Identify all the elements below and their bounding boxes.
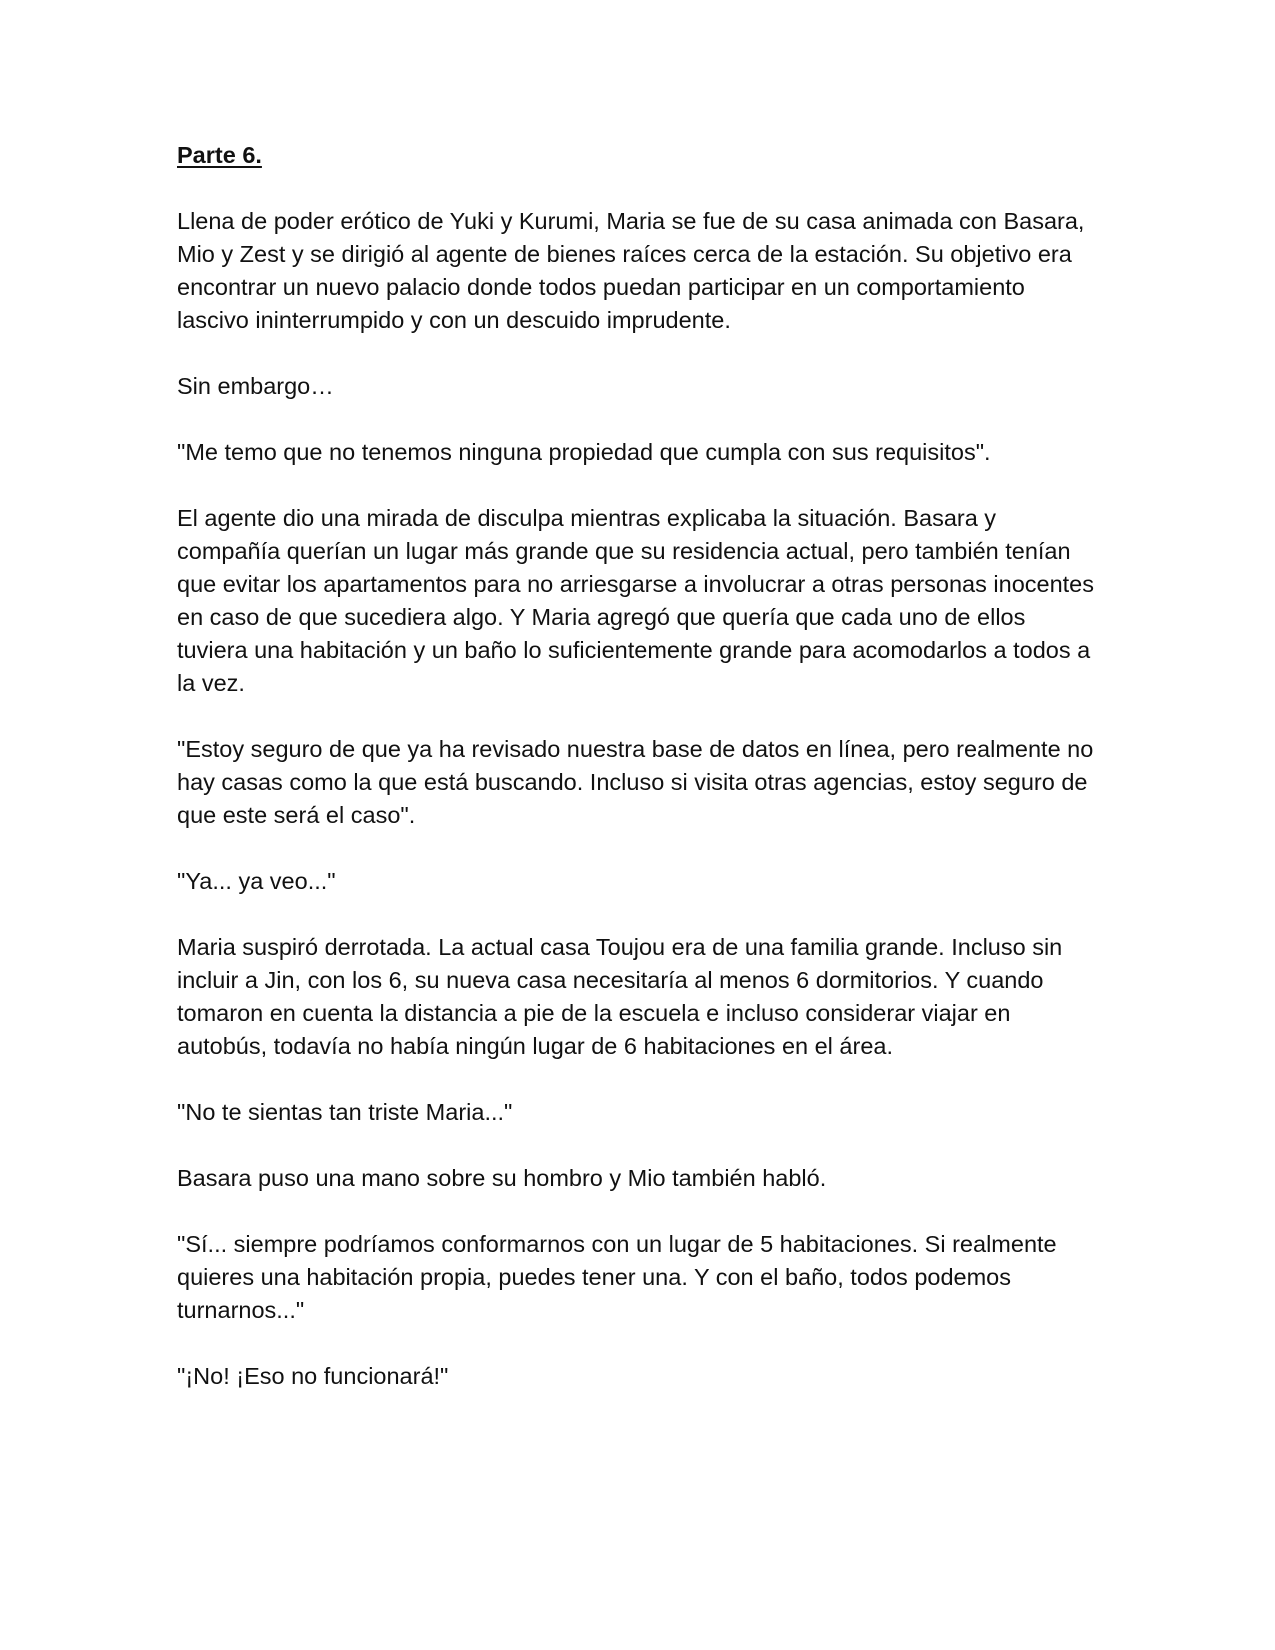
paragraph-8: "No te sientas tan triste Maria..." [177, 1099, 513, 1125]
paragraph-9: Basara puso una mano sobre su hombro y Mio también habló. [177, 1165, 827, 1191]
paragraph-7: Maria suspiró derrotada. La actual casa Toujou era de una familia grande. Incluso sin incluir a Jin, con los 6, su nueva casa necesitaría al menos 6 dormitorios. Y cuando tomaron en cuenta la distancia a pie de la escuela e incluso considerar viajar en autobús, todavía no había ningún lugar de 6 habitaciones en el área. [177, 934, 1063, 1059]
paragraph-10: "Sí... siempre podríamos conformarnos con un lugar de 5 habitaciones. Si realmente quieres una habitación propia, puedes tener una. Y con el baño, todos podemos turnarnos..." [177, 1231, 1057, 1323]
paragraph-4: El agente dio una mirada de disculpa mientras explicaba la situación. Basara y compañía querían un lugar más grande que su residencia actual, pero también tenían que evitar los apartamentos para no arriesgarse a involucrar a otras personas inocentes en caso de que sucediera algo. Y Maria agregó que quería que cada uno de ellos tuviera una habitación y un baño lo suficientemente grande para acomodarlos a todos a la vez. [177, 505, 1095, 696]
paragraph-6: "Ya... ya veo..." [177, 868, 336, 894]
paragraph-11: "¡No! ¡Eso no funcionará!" [177, 1363, 449, 1389]
section-heading: Parte 6. [177, 142, 262, 168]
paragraph-1: Llena de poder erótico de Yuki y Kurumi, Maria se fue de su casa animada con Basara, Mio y Zest y se dirigió al agente de bienes raíces cerca de la estación. Su objetivo era encontrar un nuevo palacio donde todos puedan participar en un comportamiento lascivo ininterrumpido y con un descuido imprudente. [177, 208, 1085, 333]
document-page [177, 139, 1097, 1426]
paragraph-3: "Me temo que no tenemos ninguna propiedad que cumpla con sus requisitos". [177, 439, 991, 465]
paragraph-5: "Estoy seguro de que ya ha revisado nuestra base de datos en línea, pero realmente no hay casas como la que está buscando. Incluso si visita otras agencias, estoy seguro de que este será el caso". [177, 736, 1094, 828]
paragraph-2: Sin embargo… [177, 373, 334, 399]
